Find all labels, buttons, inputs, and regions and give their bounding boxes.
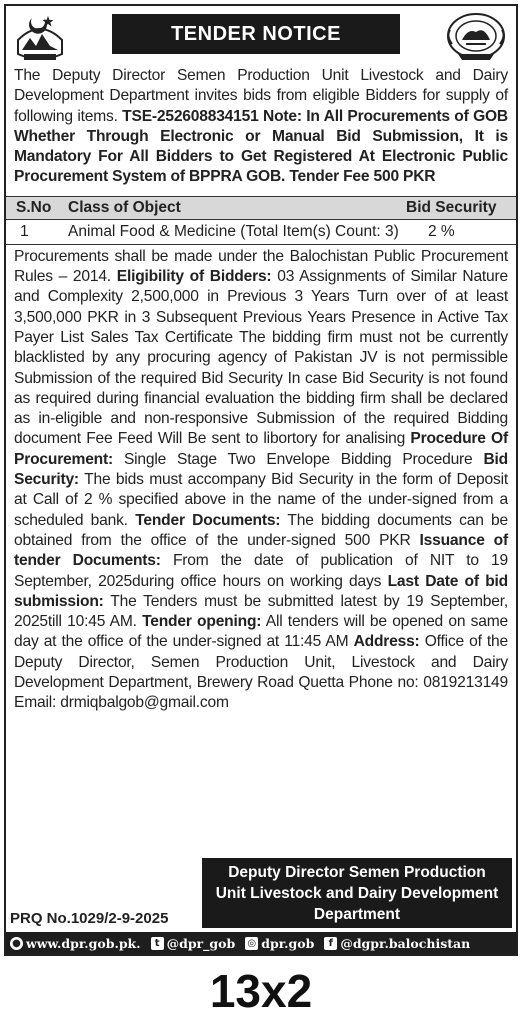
last-date-text: The Tenders must be submitted latest by 19 September, 2025till 10:45 AM.: [14, 592, 508, 631]
last-date-label: Last Date of bid submission:: [14, 572, 509, 610]
social-web[interactable]: [10, 936, 141, 951]
main-paragraph: [6, 247, 516, 714]
social-facebook[interactable]: [324, 936, 470, 951]
social-bar: [6, 932, 516, 954]
tender-documents-text: The bidding documents can be obtained from the office of the under-signed 500 PKR: [14, 511, 508, 549]
notice-footer: [6, 838, 516, 928]
social-twitter[interactable]: [151, 936, 236, 951]
header-class-of-object: Class of Object: [68, 198, 181, 216]
prq-number: PRQ No.1029/2-9-2025: [10, 910, 169, 927]
header-bid-security: Bid Security: [406, 198, 497, 216]
address-text: Office of the Deputy Director, Semen Production Unit, Livestock and Dairy Development Department, Brewery Road Quetta Phone no: 0819213149 Email: drmiqbalgob@gmail.com: [14, 633, 508, 712]
signature-line-1: Deputy Director Semen Production: [228, 864, 486, 881]
bid-security-label: Bid Security:: [14, 450, 508, 489]
livestock-department-logo-icon: [444, 10, 508, 62]
notice-header: [6, 6, 516, 66]
tse-note: TSE-252608834151 Note: In All Procurements of GOB Whether Through Electronic or Manual Bid Submission, It is Mandatory For All Bidders to Get Registered At Electronic Public Procurement System of BPPRA GOB.: [14, 107, 508, 186]
globe-icon: ●: [10, 937, 23, 950]
procedure-label: Procedure Of Procurement:: [14, 430, 508, 468]
social-instagram[interactable]: [245, 936, 314, 951]
signature-block: [202, 858, 512, 928]
intro-text: The Deputy Director Semen Production Unit Livestock and Dairy Development Department invites bids from eligible Bidders for supply of following items.: [14, 67, 508, 125]
facebook-handle[interactable]: @dgpr.balochistan: [340, 935, 471, 951]
twitter-handle[interactable]: @dpr_gob: [166, 935, 236, 951]
eligibility-text: 03 Assignments of Similar Nature and Complexity 2,500,000 in Previous 3 Years Turn over of at least 3,500,000 PKR in 3 Subsequent Previous Years Presence in Active Tax Payer List Sales Tax Certificate The bidding firm must not be currently blacklisted by any procuring agency of Pakistan JV is not permissible Submission of the required Bid Security In case Bid Security is not found as required during financial evaluation the bidding firm shall be declared as in-eligible and non-responsive Submission of the required Bidding document Fee Feed Will Be sent to libortory for analising: [14, 268, 508, 448]
website-link[interactable]: www.dpr.gob.pk.: [26, 935, 141, 951]
tender-opening-label: Tender opening:: [142, 613, 262, 631]
page-title: TENDER NOTICE: [112, 14, 400, 54]
items-table-header: [6, 196, 516, 220]
signature-line-3: Department: [313, 906, 401, 923]
ad-size-label: 13x2: [209, 965, 313, 1017]
row-sno: 1: [20, 222, 29, 240]
bid-security-text: The bids must accompany Bid Security in the form of Deposit at Call of 2 % specified above in the name of the under-signed from a scheduled bank.: [14, 471, 508, 529]
facebook-icon: f: [324, 937, 337, 950]
signature-line-2: Unit Livestock and Dairy Development: [215, 885, 499, 902]
tender-notice: [4, 4, 518, 956]
eligibility-label: Eligibility of Bidders:: [116, 268, 272, 286]
instagram-icon: ◎: [245, 937, 258, 950]
header-sno: S.No: [16, 198, 52, 216]
tender-opening-text: All tenders will be opened on same day at the office of the under-signed at 11:45 AM: [14, 613, 508, 651]
procedure-text: Single Stage Two Envelope Bidding Procedure: [123, 450, 473, 468]
tender-documents-label: Tender Documents:: [135, 511, 281, 529]
table-row: [6, 220, 516, 245]
row-class-of-object: Animal Food & Medicine (Total Item(s) Count: 3): [68, 222, 399, 240]
row-bid-security: 2 %: [428, 222, 455, 240]
issuance-text: From the date of publication of NIT to 19 September, 2025during office hours on working days: [14, 552, 508, 590]
balochistan-govt-logo-icon: [12, 10, 68, 64]
twitter-icon: t: [151, 937, 164, 950]
intro-paragraph: [6, 66, 516, 188]
procurement-rules-text: Procurements shall be made under the Balochistan Public Procurement Rules – 2014.: [14, 247, 508, 286]
issuance-label: Issuance of tender Documents:: [14, 531, 508, 570]
address-label: Address:: [353, 633, 420, 651]
instagram-handle[interactable]: dpr.gob: [261, 935, 315, 951]
tender-fee: Tender Fee 500 PKR: [289, 168, 436, 186]
